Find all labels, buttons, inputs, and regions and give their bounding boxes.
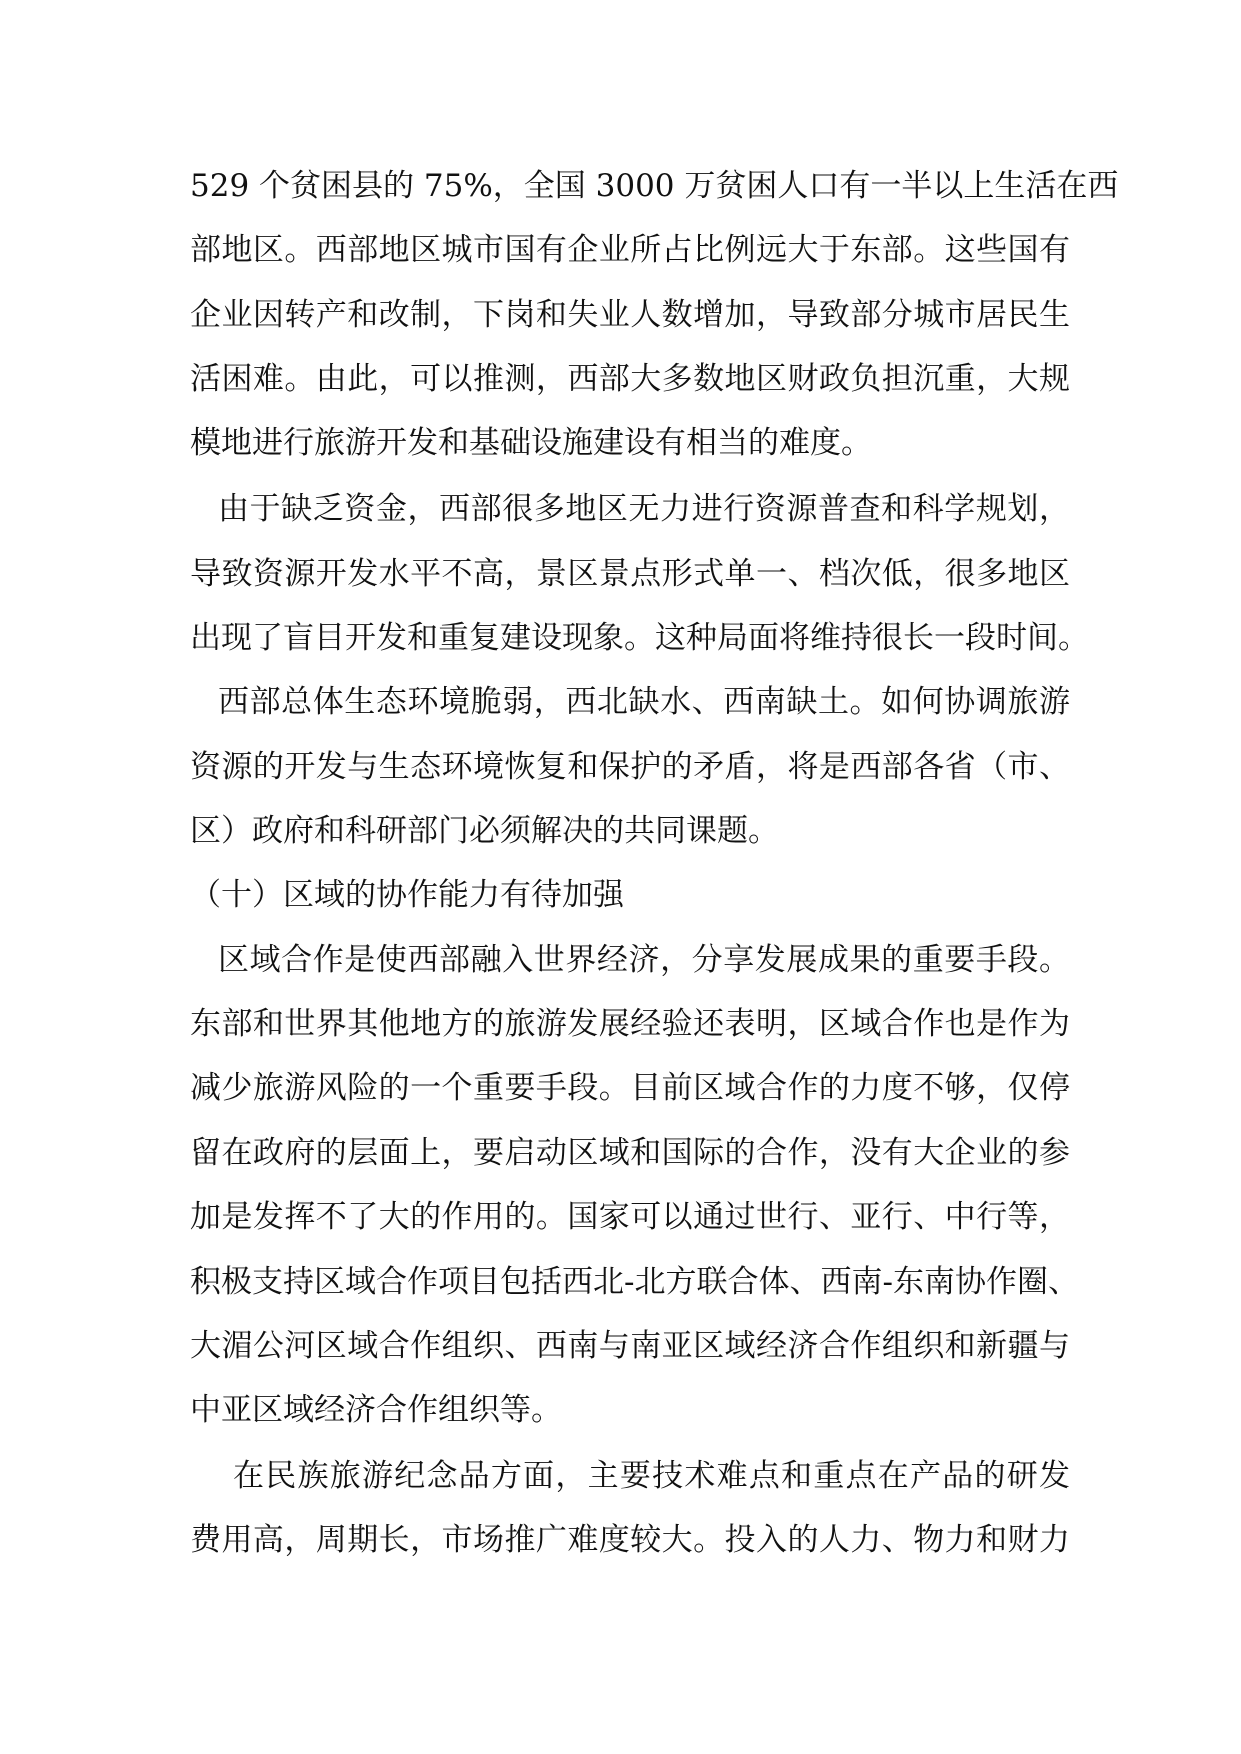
text-line-3: 企业因转产和改制，下岗和失业人数增加，导致部分城市居民生 bbox=[190, 297, 1070, 333]
text-line-6: 由于缺乏资金，西部很多地区无力进行资源普查和科学规划， bbox=[218, 491, 1070, 527]
text-line-2: 部地区。西部地区城市国有企业所占比例远大于东部。这些国有 bbox=[190, 232, 1070, 268]
text-line-18: 积极支持区域合作项目包括西北-北方联合体、西南-东南协作圈、 bbox=[190, 1264, 1079, 1300]
text-line-17: 加是发挥不了大的作用的。国家可以通过世行、亚行、中行等， bbox=[190, 1199, 1070, 1235]
text-line-21: 在民族旅游纪念品方面，主要技术难点和重点在产品的研发 bbox=[233, 1458, 1070, 1494]
text-line-4: 活困难。由此，可以推测，西部大多数地区财政负担沉重，大规 bbox=[190, 361, 1070, 397]
text-line-7: 导致资源开发水平不高，景区景点形式单一、档次低，很多地区 bbox=[190, 556, 1070, 592]
text-line-8: 出现了盲目开发和重复建设现象。这种局面将维持很长一段时间。 bbox=[190, 620, 1089, 656]
text-line-14: 东部和世界其他地方的旅游发展经验还表明，区域合作也是作为 bbox=[190, 1006, 1070, 1042]
text-line-10: 资源的开发与生态环境恢复和保护的矛盾，将是西部各省（市、 bbox=[190, 749, 1070, 785]
text-line-20: 中亚区域经济合作组织等。 bbox=[190, 1392, 562, 1428]
text-line-19: 大湄公河区域合作组织、西南与南亚区域经济合作组织和新疆与 bbox=[190, 1328, 1070, 1364]
text-line-22: 费用高，周期长，市场推广难度较大。投入的人力、物力和财力 bbox=[190, 1522, 1070, 1558]
text-line-11: 区）政府和科研部门必须解决的共同课题。 bbox=[190, 813, 779, 849]
text-line-16: 留在政府的层面上，要启动区域和国际的合作，没有大企业的参 bbox=[190, 1135, 1070, 1171]
section-heading: （十）区域的协作能力有待加强 bbox=[190, 877, 624, 913]
text-line-5: 模地进行旅游开发和基础设施建设有相当的难度。 bbox=[190, 425, 872, 461]
text-line-1: 529 个贫困县的 75%，全国 3000 万贫困人口有一半以上生活在西 bbox=[190, 168, 1119, 204]
text-line-9: 西部总体生态环境脆弱，西北缺水、西南缺土。如何协调旅游 bbox=[218, 684, 1070, 720]
text-line-15: 减少旅游风险的一个重要手段。目前区域合作的力度不够，仅停 bbox=[190, 1070, 1070, 1106]
text-line-13: 区域合作是使西部融入世界经济，分享发展成果的重要手段。 bbox=[218, 942, 1070, 978]
